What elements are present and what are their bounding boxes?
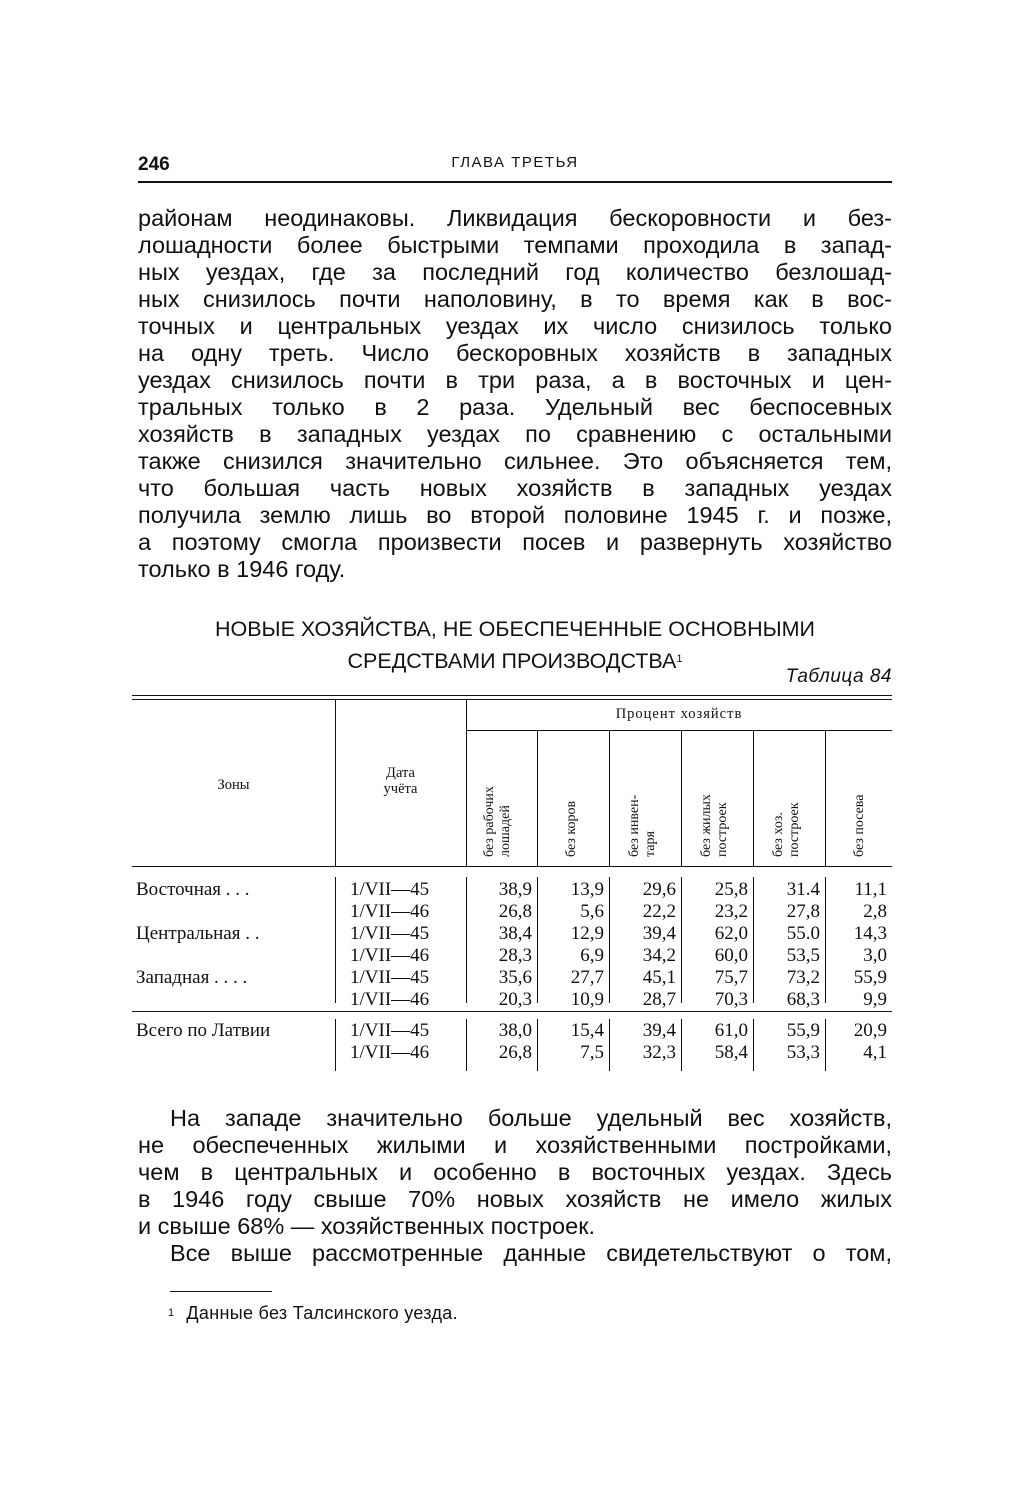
value-cell: 39,4: [642, 923, 676, 944]
value-cell: 22,2: [642, 901, 676, 922]
text-line: и свыше 68% — хозяйственных построек.: [138, 1213, 595, 1239]
header-percent-group: Процент хозяйств: [615, 706, 743, 722]
text-line: точных и центральных уездах их число снизилось только: [138, 313, 892, 339]
value-cell: 28,7: [642, 989, 676, 1010]
text-line: На западе значительно больше удельный вес хозяйств,: [170, 1105, 892, 1131]
value-cell: 2,8: [863, 901, 887, 922]
value-cell: 45,1: [642, 967, 676, 988]
header-no-farm-buildings-line-2: построек: [787, 802, 802, 857]
table-title-footnote-mark: 1: [676, 653, 683, 665]
value-cell: 4,1: [863, 1042, 887, 1063]
value-cell: 20,3: [498, 989, 532, 1010]
value-cell: 35,6: [498, 967, 532, 988]
text-line: в 1946 году свыше 70% новых хозяйств не имело жилых: [138, 1186, 892, 1212]
date-cell: 1/VII—46: [350, 1042, 430, 1063]
col-divider-3: [681, 731, 682, 866]
value-cell: 10,9: [570, 989, 604, 1010]
zone-label: Западная . . . .: [136, 967, 248, 988]
value-cell: 31.4: [786, 879, 820, 900]
date-cell: 1/VII—45: [350, 923, 430, 944]
header-no-dwellings-line-2: построек: [715, 802, 730, 857]
col-divider-4: [753, 731, 754, 866]
value-cell: 32,3: [642, 1042, 676, 1063]
text-line: получила землю лишь во второй половине 1945 г. и позже,: [138, 502, 892, 528]
value-cell: 26,8: [498, 901, 532, 922]
header-bottom-rule: [132, 866, 892, 867]
col-divider-date-values: [466, 699, 467, 866]
value-cell: 11,1: [854, 879, 887, 900]
value-cell: 28,3: [498, 945, 532, 966]
header-no-sowing-line-1: без посева: [852, 794, 867, 857]
header-no-sowing: [852, 741, 868, 857]
value-cell: 3,0: [863, 945, 887, 966]
text-line: ных снизилось почти наполовину, в то время как в вос-: [138, 286, 892, 312]
value-cell: 53,3: [786, 1042, 820, 1063]
zone-label: Восточная . . .: [136, 879, 250, 900]
text-line: уездах снизилось почти в три раза, а в восточных и цен-: [138, 367, 892, 393]
value-cell: 62,0: [714, 923, 748, 944]
text-line: только в 1946 году.: [138, 556, 346, 582]
paragraph-1: [138, 205, 892, 583]
header-date: [335, 765, 466, 797]
value-cell: 29,6: [642, 879, 676, 900]
header-zones: Зоны: [217, 777, 250, 793]
value-cell: 55,9: [853, 967, 887, 988]
data-table: [132, 695, 892, 1075]
text-line: тральных только в 2 раза. Удельный вес беспосевных: [138, 394, 892, 420]
table-top-rule: [132, 695, 892, 696]
table-label: Таблица 84: [785, 666, 892, 687]
value-cell: 20,9: [853, 1020, 887, 1041]
header-no-dwellings-line-1: без жилых: [699, 794, 714, 857]
paragraph-3-line: Все выше рассмотренные данные свидетельствуют о том,: [170, 1240, 892, 1266]
header-no-horses-line-1: без рабочих: [482, 786, 497, 857]
text-line: лошадности более быстрыми темпами проходила в запад-: [138, 232, 892, 258]
value-cell: 15,4: [570, 1020, 604, 1041]
running-head: ГЛАВА ТРЕТЬЯ: [451, 154, 579, 171]
text-line: чем в центральных и особенно в восточных уездах. Здесь: [138, 1159, 892, 1185]
text-line: также снизился значительно сильнее. Это объясняется тем,: [138, 448, 892, 474]
value-cell: 12,9: [570, 923, 604, 944]
header-no-farm-buildings: [771, 741, 803, 857]
header-no-inventory-line-2: таря: [643, 831, 658, 857]
text-line: районам неодинаковы. Ликвидация бескоровности и без-: [138, 205, 892, 231]
body-divider: [335, 877, 336, 1003]
value-cell: 75,7: [714, 967, 748, 988]
header-no-farm-buildings-line-1: без хоз.: [771, 812, 786, 857]
value-cell: 39,4: [642, 1020, 676, 1041]
value-cell: 55,9: [786, 1020, 820, 1041]
date-cell: 1/VII—45: [350, 879, 430, 900]
date-cell: 1/VII—46: [350, 945, 430, 966]
footnote: [168, 1303, 458, 1324]
header-no-inventory: [627, 741, 659, 857]
date-cell: 1/VII—45: [350, 967, 430, 988]
value-cell: 14,3: [853, 923, 887, 944]
value-cell: 38,9: [498, 879, 532, 900]
header-no-inventory-line-1: без инвен-: [627, 794, 642, 857]
value-cell: 27,7: [570, 967, 604, 988]
value-cell: 38,4: [498, 923, 532, 944]
value-cell: 58,4: [714, 1042, 748, 1063]
value-cell: 55.0: [786, 923, 820, 944]
value-cell: 5,6: [580, 901, 604, 922]
footnote-text: Данные без Талсинского уезда.: [186, 1303, 458, 1323]
value-cell: 34,2: [642, 945, 676, 966]
page-header: [138, 150, 892, 182]
text-line: что большая часть новых хозяйств в западных уездах: [138, 475, 892, 501]
date-cell: 1/VII—45: [350, 1020, 430, 1041]
footnote-rule: [170, 1291, 272, 1292]
header-no-horses: [482, 741, 514, 857]
header-date-line-1: Дата: [386, 765, 415, 781]
text-line: ных уездах, где за последний год количество безлошад-: [138, 259, 892, 285]
value-cell: 7,5: [580, 1042, 604, 1063]
value-cell: 9,9: [863, 989, 887, 1010]
total-divider: [335, 1019, 336, 1071]
header-rule: [138, 181, 892, 183]
col-divider-5: [825, 731, 826, 866]
date-cell: 1/VII—46: [350, 901, 430, 922]
footnote-mark: 1: [168, 1307, 175, 1319]
value-cell: 60,0: [714, 945, 748, 966]
col-divider-1: [537, 731, 538, 866]
value-cell: 38,0: [498, 1020, 532, 1041]
table-title: [138, 614, 892, 676]
header-no-cows: [564, 741, 580, 857]
date-cell: 1/VII—46: [350, 989, 430, 1010]
value-cell: 70,3: [714, 989, 748, 1010]
value-cell: 26,8: [498, 1042, 532, 1063]
text-line: хозяйств в западных уездах по сравнению с остальными: [138, 421, 892, 447]
header-no-dwellings: [699, 741, 731, 857]
page-number: 246: [138, 154, 170, 175]
table-title-line-2: [138, 644, 892, 676]
value-cell: 53,5: [786, 945, 820, 966]
value-cell: 13,9: [570, 879, 604, 900]
value-cell: 6,9: [580, 945, 604, 966]
col-divider-2: [609, 731, 610, 866]
value-cell: 61,0: [714, 1020, 748, 1041]
table-title-line-1: НОВЫЕ ХОЗЯЙСТВА, НЕ ОБЕСПЕЧЕННЫЕ ОСНОВНЫМИ: [214, 617, 816, 641]
value-cell: 27,8: [786, 901, 820, 922]
text-line: а поэтому смогла произвести посев и развернуть хозяйство: [138, 529, 892, 555]
zone-label-total: Всего по Латвии: [136, 1020, 271, 1041]
header-no-horses-line-2: лошадей: [498, 805, 513, 857]
value-cell: 23,2: [714, 901, 748, 922]
zone-label: Центральная . .: [136, 923, 260, 944]
value-cell: 73,2: [786, 967, 820, 988]
group-header-rule: [466, 730, 892, 731]
value-cell: 25,8: [714, 879, 748, 900]
header-no-cows-line-1: без коров: [564, 800, 579, 857]
header-date-line-2: учёта: [383, 781, 418, 797]
value-cell: 68,3: [786, 989, 820, 1010]
table-title-line-2-text: СРЕДСТВАМИ ПРОИЗВОДСТВА: [347, 649, 677, 673]
text-line: не обеспеченных жилыми и хозяйственными постройками,: [138, 1132, 892, 1158]
table-top-rule-2: [132, 699, 892, 700]
text-line: на одну треть. Число бескоровных хозяйств в западных: [138, 340, 892, 366]
paragraph-2: [138, 1105, 892, 1267]
total-separator-rule: [132, 1011, 892, 1012]
